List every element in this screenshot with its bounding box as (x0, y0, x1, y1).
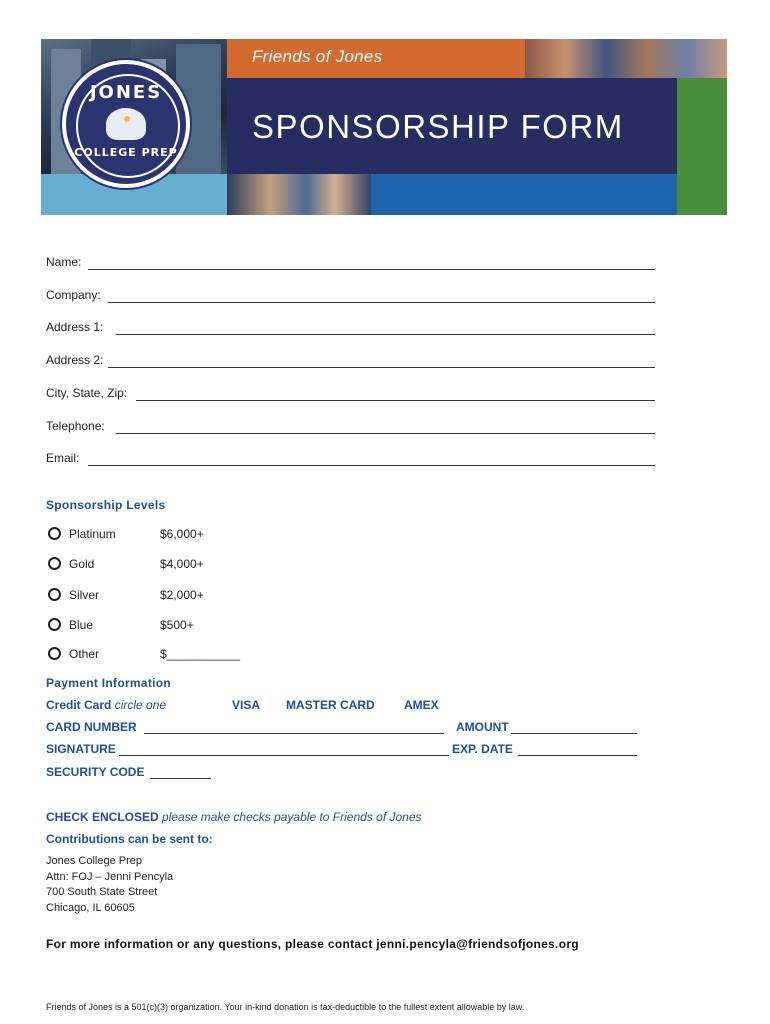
security-code-label: SECURITY CODE (46, 765, 145, 779)
amount-label: AMOUNT (456, 720, 509, 734)
tagline: Friends of Jones (252, 47, 383, 66)
amount-field[interactable] (511, 733, 637, 734)
banner-blue-block (371, 174, 677, 215)
banner-green-block (677, 78, 727, 215)
footer-note: Friends of Jones is a 501(c)(3) organization. Your in-kind donation is tax-deductible to the fullest extent allowable by law. (46, 1002, 525, 1012)
radio-silver[interactable] (48, 588, 61, 601)
sponsorship-heading: Sponsorship Levels (46, 498, 166, 512)
radio-gold[interactable] (48, 557, 61, 570)
title-block (227, 78, 677, 174)
logo-text-bottom: COLLEGE PREP (74, 146, 178, 159)
city-state-zip-label: City, State, Zip: (46, 386, 128, 400)
address2-label: Address 2: (46, 353, 104, 367)
tagline-bar (227, 39, 525, 78)
telephone-field[interactable] (116, 433, 655, 434)
level-name: Blue (69, 618, 94, 632)
other-amount-field[interactable]: $___________ (160, 647, 241, 661)
city-state-zip-field[interactable] (136, 400, 655, 401)
school-logo (62, 60, 190, 188)
check-payable-note: please make checks payable to Friends of Jones (162, 810, 422, 824)
mastercard-option[interactable]: MASTER CARD (286, 698, 375, 712)
address-line: Jones College Prep (46, 855, 143, 867)
payment-heading: Payment Information (46, 676, 172, 690)
name-field[interactable] (88, 269, 655, 270)
name-label: Name: (46, 255, 82, 269)
level-name: Silver (69, 588, 100, 602)
level-amount: $4,000+ (160, 557, 204, 571)
check-enclosed-label: CHECK ENCLOSED (46, 810, 159, 824)
level-amount: $500+ (160, 618, 194, 632)
logo-text-top: JONES (89, 82, 163, 103)
students-photo (525, 39, 727, 78)
radio-platinum[interactable] (48, 527, 61, 540)
visa-option[interactable]: VISA (232, 698, 261, 712)
amex-option[interactable]: AMEX (404, 698, 439, 712)
address-line: 700 South State Street (46, 886, 158, 898)
card-number-label: CARD NUMBER (46, 720, 137, 734)
security-code-field[interactable] (150, 778, 211, 779)
company-label: Company: (46, 288, 101, 302)
level-amount: $2,000+ (160, 588, 204, 602)
radio-other[interactable] (48, 647, 61, 660)
contact-info: For more information or any questions, please contact jenni.pencyla@friendsofjones.org (46, 937, 579, 951)
level-name: Gold (69, 557, 95, 571)
eagle-icon (106, 108, 146, 140)
signature-field[interactable] (119, 755, 449, 756)
check-enclosed (46, 810, 422, 824)
card-number-field[interactable] (144, 733, 444, 734)
company-field[interactable] (108, 302, 655, 303)
email-field[interactable] (88, 465, 655, 466)
exp-date-field[interactable] (518, 755, 637, 756)
address-line: Attn: FOJ – Jenni Pencyla (46, 871, 174, 883)
telephone-label: Telephone: (46, 419, 105, 433)
level-name: Other (69, 647, 100, 661)
email-label: Email: (46, 451, 80, 465)
address1-field[interactable] (116, 334, 655, 335)
address1-label: Address 1: (46, 320, 104, 334)
circle-one-note: circle one (114, 698, 167, 712)
address2-field[interactable] (108, 367, 655, 368)
address-line: Chicago, IL 60605 (46, 902, 135, 914)
level-name: Platinum (69, 527, 116, 541)
page-title: SPONSORSHIP FORM (252, 108, 624, 145)
signature-label: SIGNATURE (46, 742, 116, 756)
credit-card-text: Credit Card (46, 698, 112, 712)
credit-card-label (46, 698, 166, 712)
exp-date-label: EXP. DATE (452, 742, 513, 756)
contributions-heading: Contributions can be sent to: (46, 832, 213, 846)
level-amount: $6,000+ (160, 527, 204, 541)
radio-blue[interactable] (48, 618, 61, 631)
event-photo (227, 174, 371, 215)
